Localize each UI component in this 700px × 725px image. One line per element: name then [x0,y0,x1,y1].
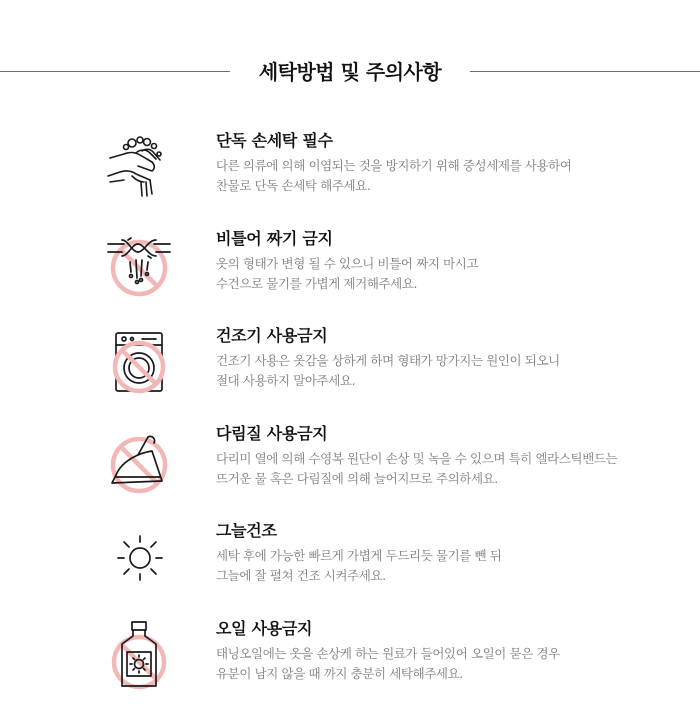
description-line: 찬물로 단독 손세탁 해주세요. [216,178,371,193]
item-description [216,644,686,684]
description-line: 다리미 열에 의해 수영복 원단이 손상 및 녹을 수 있으며 특히 엘라스틱밴드는 [216,451,618,466]
care-item-no-dryer [0,325,700,405]
no-wring-icon [102,230,176,304]
item-description [216,254,686,294]
description-line: 다른 의류에 의해 이염되는 것을 방지하기 위해 중성세제를 사용하여 [216,158,572,173]
description-line: 수건으로 물기를 가볍게 제거해주세요. [216,276,418,291]
item-title: 단독 손세탁 필수 [216,131,333,150]
description-line: 옷의 형태가 변형 될 수 있으니 비틀어 짜지 마시고 [216,256,479,271]
shade-dry-icon [102,522,176,596]
page-title: 세탁방법 및 주의사항 [258,60,442,84]
description-line: 그늘에 잘 펼쳐 건조 시켜주세요. [216,568,386,583]
no-oil-icon [102,620,176,694]
description-line: 유분이 남지 않을 때 까지 충분히 세탁해주세요. [216,666,463,681]
care-item-shade-dry [0,520,700,600]
header-divider-left [0,71,230,72]
item-description [216,156,686,196]
care-item-hand-wash [0,130,700,210]
description-line: 절대 사용하지 말아주세요. [216,373,356,388]
care-item-no-wring [0,228,700,308]
care-item-no-oil [0,618,700,698]
item-title: 그늘건조 [216,521,277,540]
description-line: 뜨거운 물 혹은 다림질에 의해 늘어지므로 주의하세요. [216,471,498,486]
section-header [0,56,700,88]
item-description [216,351,686,391]
description-line: 건조기 사용은 옷감을 상하게 하며 형태가 망가지는 원인이 되오니 [216,353,560,368]
item-title: 다림질 사용금지 [216,424,328,443]
care-item-no-iron [0,423,700,503]
item-title: 비틀어 짜기 금지 [216,229,333,248]
no-iron-icon [102,425,176,499]
description-line: 세탁 후에 가능한 빠르게 가볍게 두드리듯 물기를 뺀 뒤 [216,548,502,563]
hand-wash-icon [102,132,176,206]
item-title: 오일 사용금지 [216,619,313,638]
item-description [216,546,686,586]
no-dryer-icon [102,327,176,401]
description-line: 태닝오일에는 옷을 손상케 하는 원료가 들어있어 오일이 묻은 경우 [216,646,560,661]
header-divider-right [470,71,700,72]
item-description [216,449,686,489]
item-title: 건조기 사용금지 [216,326,328,345]
